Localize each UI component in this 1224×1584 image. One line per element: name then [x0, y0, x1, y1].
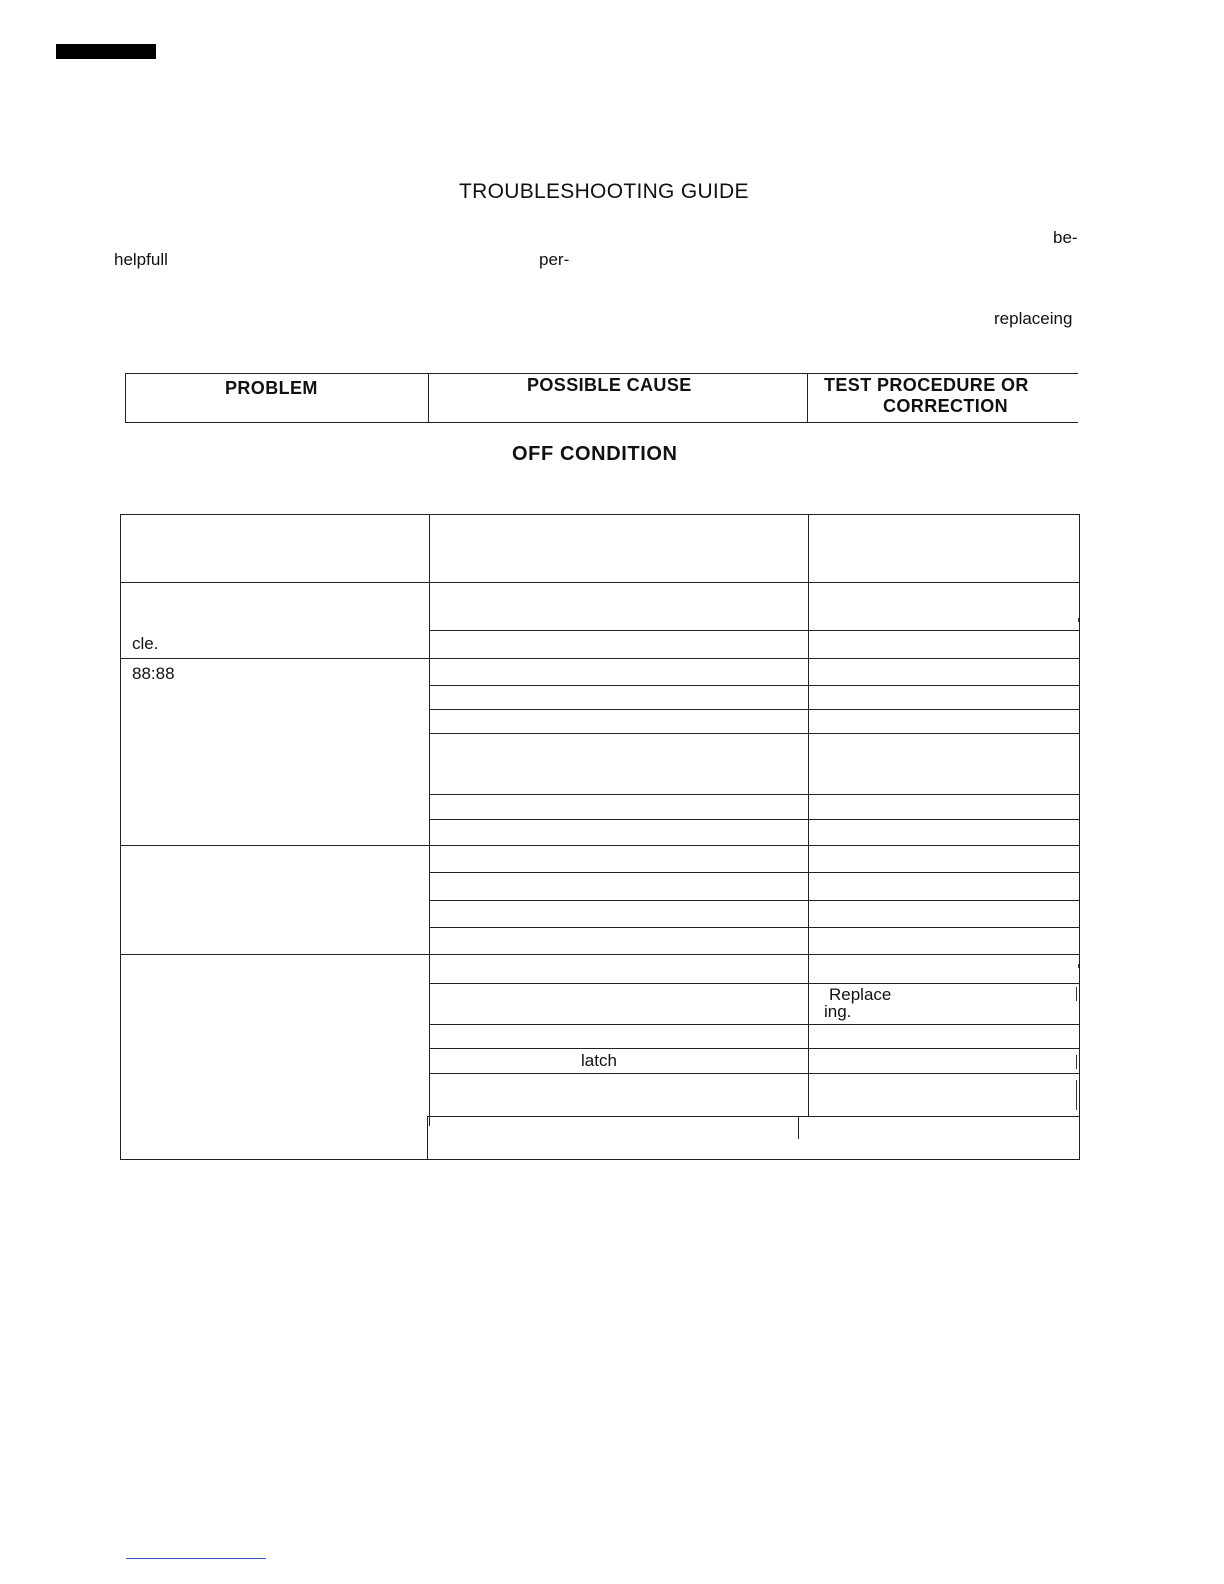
header-problem: PROBLEM — [225, 378, 318, 398]
row-divider — [429, 733, 1079, 734]
row-divider — [429, 872, 1079, 873]
section-title: OFF CONDITION — [512, 443, 678, 465]
intro-fragment-replaceing: replaceing — [994, 309, 1073, 328]
row-divider — [429, 1073, 1079, 1074]
footer-rule — [126, 1558, 266, 1559]
redaction-bar — [56, 44, 156, 59]
row-divider — [429, 927, 1079, 928]
row-divider — [427, 1116, 1079, 1117]
header-correction: CORRECTION — [883, 396, 1008, 416]
row-divider — [121, 658, 1079, 659]
scan-mark — [1078, 618, 1079, 622]
header-problem-cell — [126, 374, 429, 422]
row-divider — [429, 819, 1079, 820]
header-possible-cause: POSSIBLE CAUSE — [527, 375, 692, 395]
scan-mark — [1076, 1080, 1077, 1110]
header-test-cell — [808, 374, 1078, 422]
column-divider — [798, 1117, 799, 1139]
correction-fragment-ing: ing. — [824, 1002, 852, 1021]
intro-fragment-be: be- — [1053, 228, 1078, 247]
troubleshooting-table — [120, 514, 1080, 1160]
scan-mark — [1076, 1055, 1077, 1069]
row-divider — [429, 709, 1079, 710]
column-divider — [429, 515, 430, 1126]
column-divider — [808, 515, 809, 1117]
problem-display-88-88: 88:88 — [132, 664, 175, 683]
row-divider — [429, 1048, 1079, 1049]
row-divider — [121, 845, 1079, 846]
page-title: TROUBLESHOOTING GUIDE — [459, 180, 749, 203]
scan-mark — [1078, 964, 1079, 968]
header-cause-cell — [429, 374, 808, 422]
correction-fragment-replace: Replace — [829, 985, 892, 1004]
table-header — [125, 373, 1078, 423]
row-divider — [429, 794, 1079, 795]
row-divider — [429, 983, 1079, 984]
intro-fragment-helpfull: helpfull — [114, 250, 168, 269]
column-divider — [427, 1116, 428, 1160]
problem-fragment-cle: cle. — [132, 634, 159, 653]
row-divider — [429, 900, 1079, 901]
row-divider — [121, 954, 1079, 955]
scan-mark — [1076, 987, 1077, 1001]
row-divider — [429, 630, 1079, 631]
row-divider — [121, 582, 1079, 583]
cause-fragment-latch: latch — [581, 1051, 617, 1070]
intro-fragment-per: per- — [539, 250, 570, 269]
row-divider — [429, 1024, 1079, 1025]
row-divider — [429, 685, 1079, 686]
header-test-procedure: TEST PROCEDURE OR — [824, 375, 1029, 395]
